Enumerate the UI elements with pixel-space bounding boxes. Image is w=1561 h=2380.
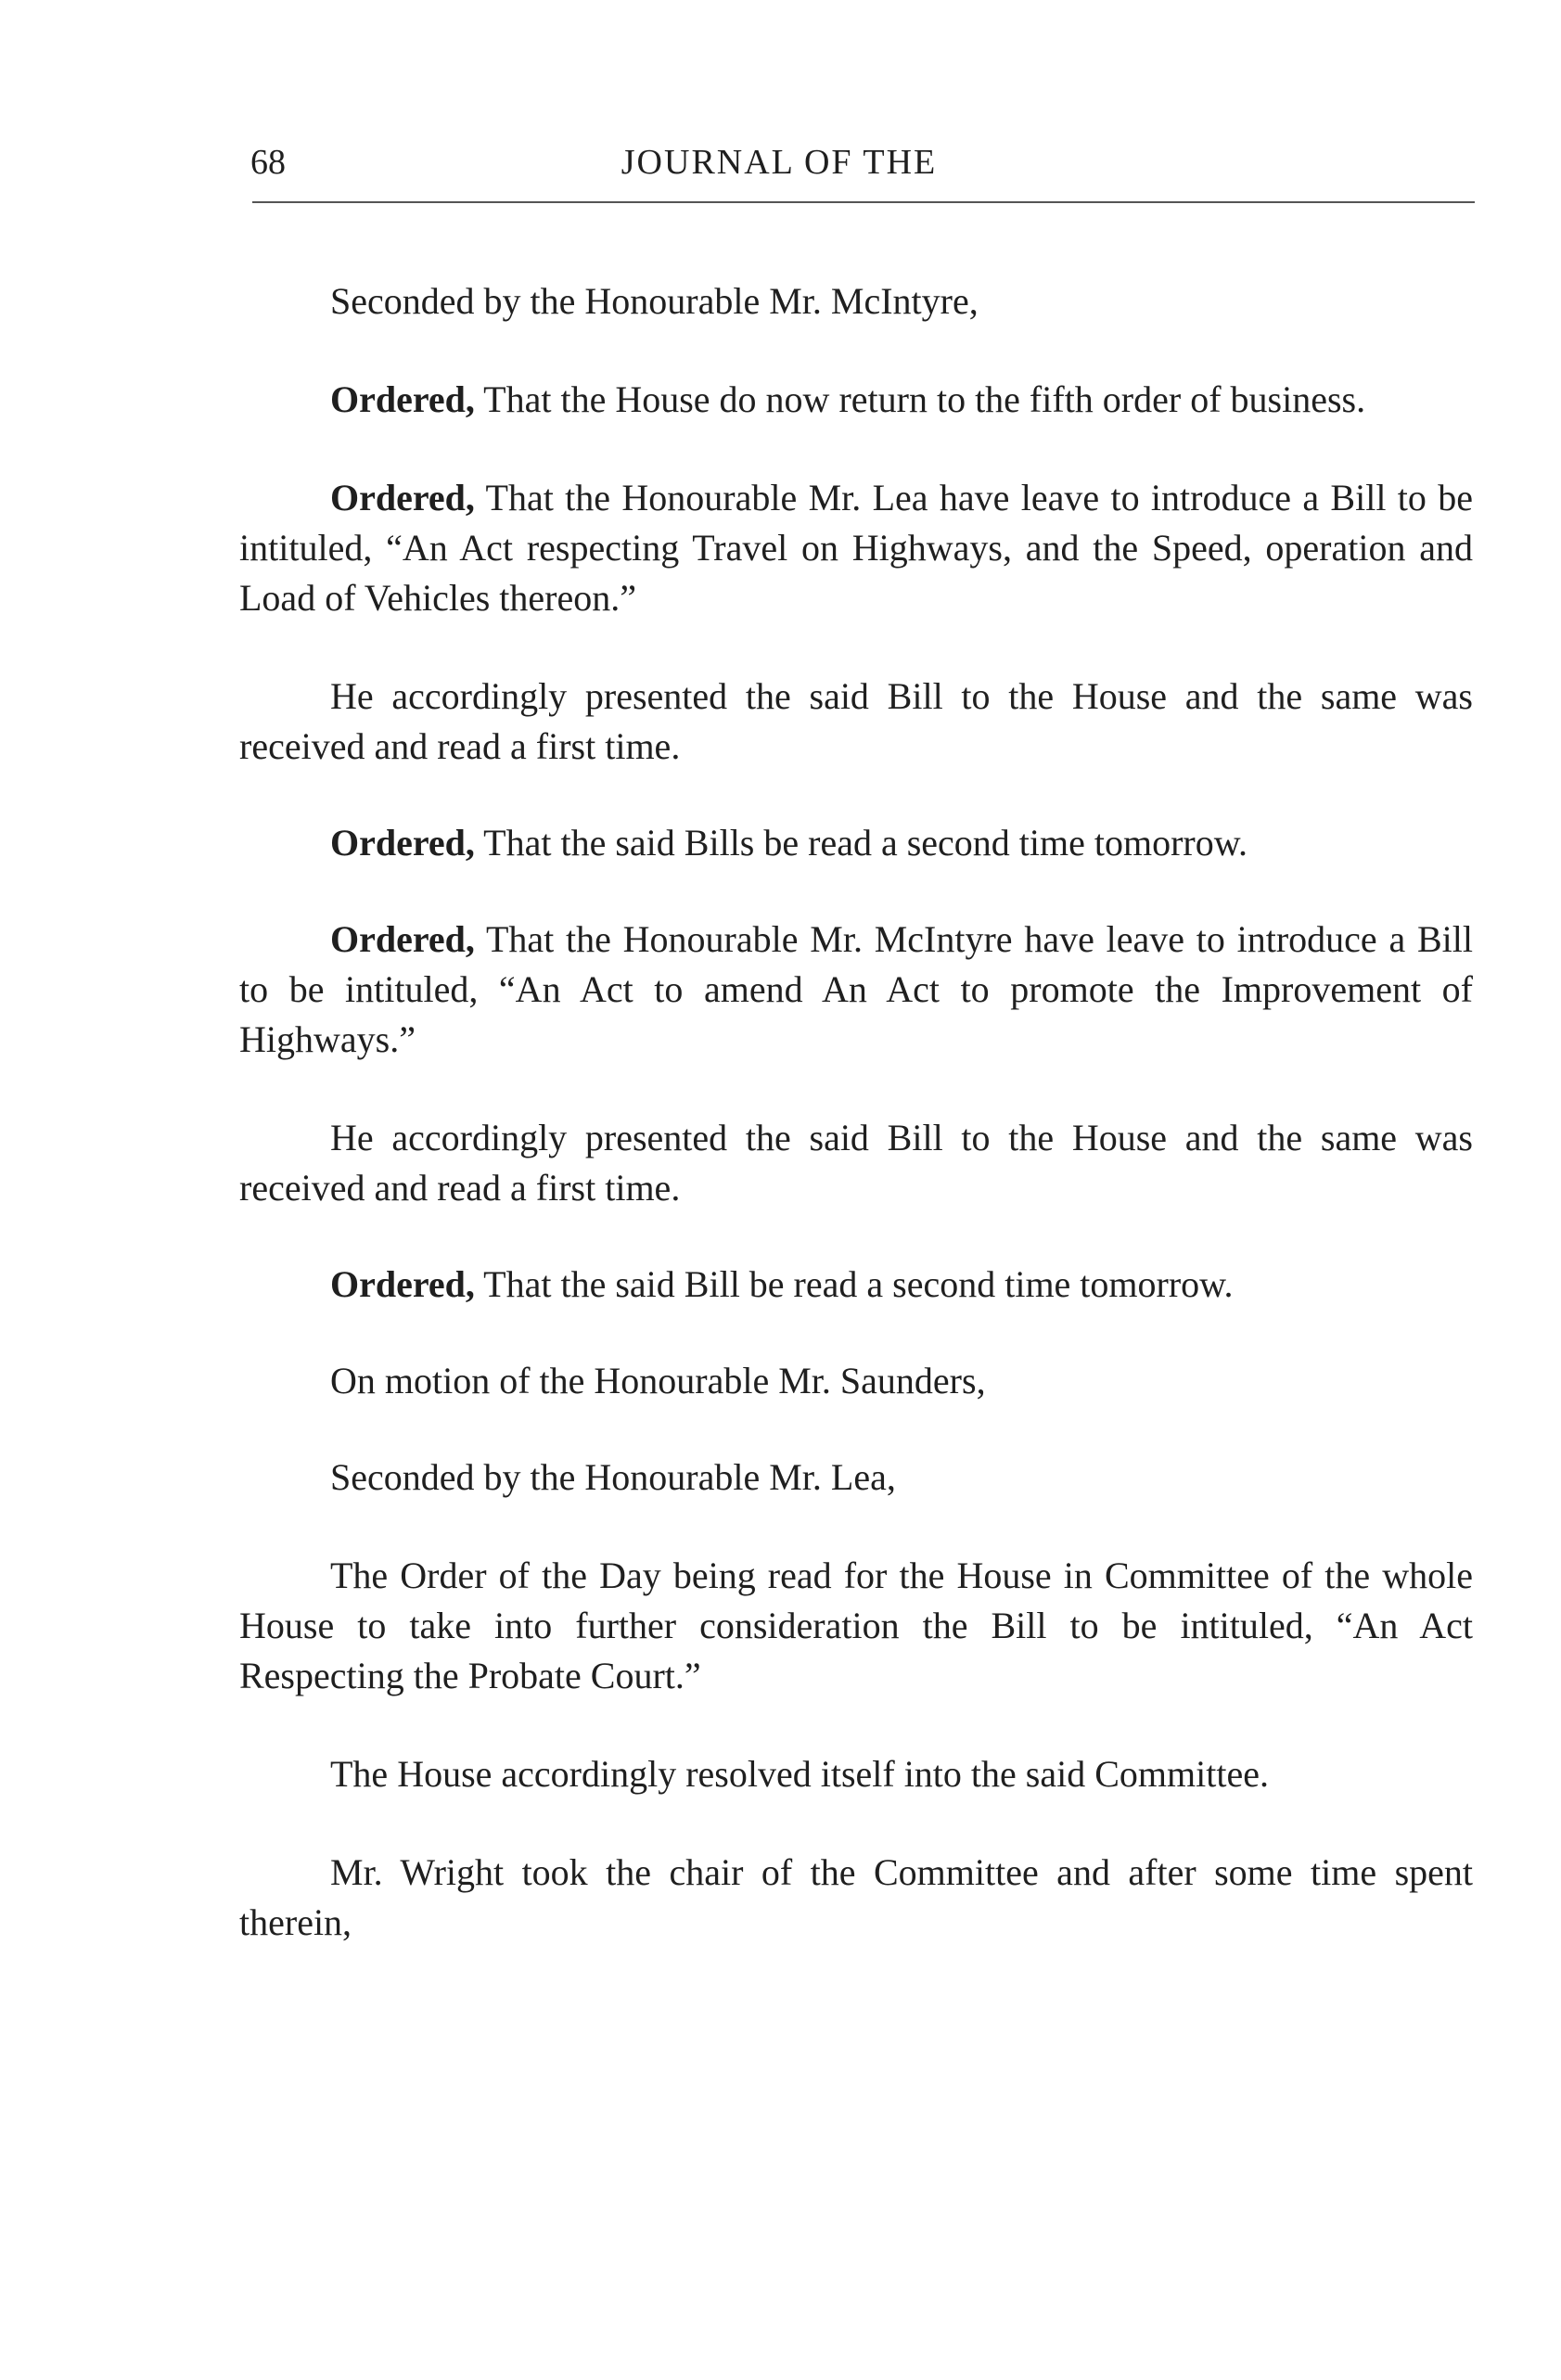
- page-number: 68: [250, 143, 286, 182]
- paragraph-lead: Ordered,: [330, 477, 475, 518]
- paragraph-resolved-committee: [239, 1749, 1473, 1799]
- paragraph-text: On motion of the Honourable Mr. Saunders,: [330, 1360, 986, 1401]
- paragraph-wright-chair: [239, 1848, 1473, 1948]
- paragraph-text: That the Honourable Mr. Lea have leave to introduce a Bill to be intituled, “An Act respecting Travel on Highways, and the Speed, operation and Load of Vehicles thereon.”: [239, 477, 1473, 619]
- paragraph-presented-second: [239, 1113, 1473, 1213]
- running-title: JOURNAL OF THE: [621, 143, 938, 182]
- paragraph-lead: Ordered,: [330, 378, 475, 420]
- journal-body: [239, 276, 1473, 1996]
- paragraph-presented-first: [239, 672, 1473, 772]
- paragraph-motion-saunders: [239, 1356, 1473, 1406]
- paragraph-lead: Ordered,: [330, 1263, 475, 1305]
- paragraph-text: That the said Bill be read a second time tomorrow.: [474, 1263, 1234, 1305]
- paragraph-text: That the House do now return to the fifth order of business.: [474, 378, 1366, 420]
- page-header: [250, 139, 1475, 195]
- paragraph-order-second-reading-bills: [239, 818, 1473, 868]
- header-rule: [252, 201, 1475, 203]
- paragraph-seconded-mcintyre: [239, 276, 1473, 326]
- paragraph-text: Seconded by the Honourable Mr. McIntyre,: [330, 280, 979, 322]
- paragraph-order-mcintyre-bill: [239, 915, 1473, 1065]
- paragraph-order-second-reading-bill: [239, 1260, 1473, 1310]
- paragraph-text: He accordingly presented the said Bill to the House and the same was received and read a first time.: [239, 1117, 1473, 1209]
- paragraph-text: Seconded by the Honourable Mr. Lea,: [330, 1456, 896, 1498]
- paragraph-order-of-day: [239, 1551, 1473, 1701]
- paragraph-lead: Ordered,: [330, 918, 475, 960]
- paragraph-text: That the said Bills be read a second time tomorrow.: [474, 822, 1248, 864]
- paragraph-lead: Ordered,: [330, 822, 475, 864]
- paragraph-text: The House accordingly resolved itself into the said Committee.: [330, 1753, 1269, 1795]
- paragraph-text: That the Honourable Mr. McIntyre have leave to introduce a Bill to be intituled, “An Act to amend An Act to promote the Improvement of Highways.”: [239, 918, 1473, 1060]
- paragraph-text: He accordingly presented the said Bill to the House and the same was received and read a first time.: [239, 675, 1473, 767]
- paragraph-text: Mr. Wright took the chair of the Committee and after some time spent therein,: [239, 1851, 1473, 1943]
- paragraph-order-return-fifth: [239, 375, 1473, 425]
- paragraph-text: The Order of the Day being read for the House in Committee of the whole House to take into further consideration the Bill to be intituled, “An Act Respecting the Probate Court.”: [239, 1555, 1473, 1696]
- paragraph-seconded-lea: [239, 1452, 1473, 1503]
- paragraph-order-lea-bill: [239, 473, 1473, 623]
